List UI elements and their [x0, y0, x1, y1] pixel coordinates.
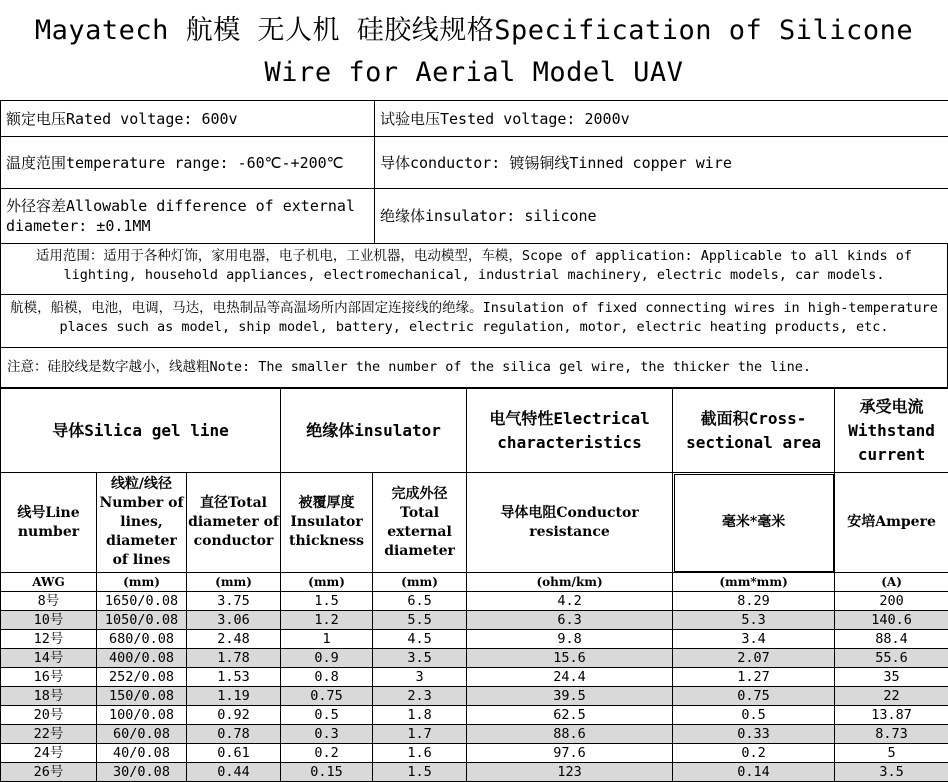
table-cell: 1	[281, 630, 373, 649]
table-cell: 24.4	[467, 668, 673, 687]
table-cell: 5	[835, 744, 948, 763]
table-cell: 30/0.08	[97, 763, 187, 782]
insulator-spec: 绝缘体insulator: silicone	[375, 189, 948, 244]
col-strands: 线粒/线径Number of lines, diameter of lines	[97, 473, 187, 573]
table-cell: 1.7	[373, 725, 467, 744]
table-row	[1, 592, 948, 611]
table-cell: 5.3	[673, 611, 835, 630]
table-cell: 0.75	[281, 687, 373, 706]
table-cell: 18号	[1, 687, 97, 706]
insulation-note: 航模，船模，电池，电调，马达，电热制品等高温场所内部固定连接线的绝缘。Insulation of fixed connecting wires in high-temperature places such as model, ship model, battery, electric regulation, motor, electric heating products, etc.	[0, 295, 948, 348]
table-cell: 22	[835, 687, 948, 706]
table-cell: 3	[373, 668, 467, 687]
col-insulator-thickness: 被覆厚度Insulator thickness	[281, 473, 373, 573]
title-line-1: Mayatech 航模 无人机 硅胶线规格Specification of Silicone	[0, 10, 948, 52]
table-cell: 123	[467, 763, 673, 782]
unit-cell: (mm)	[281, 573, 373, 592]
unit-cell: (mm)	[187, 573, 281, 592]
table-cell: 150/0.08	[97, 687, 187, 706]
table-row	[1, 744, 948, 763]
table-cell: 8.29	[673, 592, 835, 611]
table-cell: 252/0.08	[97, 668, 187, 687]
table-cell: 1650/0.08	[97, 592, 187, 611]
table-cell: 4.5	[373, 630, 467, 649]
group-current: 承受电流Withstand current	[835, 389, 948, 473]
group-electrical: 电气特性Electrical characteristics	[467, 389, 673, 473]
col-resistance: 导体电阻Conductor resistance	[467, 473, 673, 573]
units-row	[1, 573, 948, 592]
table-cell: 16号	[1, 668, 97, 687]
table-cell: 0.15	[281, 763, 373, 782]
table-cell: 40/0.08	[97, 744, 187, 763]
table-cell: 0.5	[673, 706, 835, 725]
document-title	[0, 0, 948, 100]
data-rows	[1, 592, 948, 782]
table-cell: 3.75	[187, 592, 281, 611]
col-area[interactable]: 毫米*毫米	[673, 473, 835, 573]
unit-cell: (mm)	[373, 573, 467, 592]
unit-cell: (A)	[835, 573, 948, 592]
table-cell: 88.4	[835, 630, 948, 649]
table-cell: 0.5	[281, 706, 373, 725]
table-cell: 0.92	[187, 706, 281, 725]
col-external-diameter: 完成外径Total external diameter	[373, 473, 467, 573]
table-cell: 22号	[1, 725, 97, 744]
table-row	[1, 725, 948, 744]
table-cell: 0.2	[673, 744, 835, 763]
table-cell: 0.3	[281, 725, 373, 744]
table-cell: 1.5	[373, 763, 467, 782]
table-cell: 1.2	[281, 611, 373, 630]
table-cell: 1.6	[373, 744, 467, 763]
table-cell: 3.4	[673, 630, 835, 649]
rated-voltage: 额定电压Rated voltage: 600v	[1, 101, 375, 137]
table-cell: 1.78	[187, 649, 281, 668]
group-conductor: 导体Silica gel line	[1, 389, 281, 473]
col-ampere: 安培Ampere	[835, 473, 948, 573]
table-cell: 0.61	[187, 744, 281, 763]
table-cell: 12号	[1, 630, 97, 649]
table-cell: 26号	[1, 763, 97, 782]
col-total-diameter: 直径Total diameter of conductor	[187, 473, 281, 573]
table-cell: 5.5	[373, 611, 467, 630]
table-cell: 88.6	[467, 725, 673, 744]
table-cell: 0.9	[281, 649, 373, 668]
table-cell: 14号	[1, 649, 97, 668]
table-cell: 200	[835, 592, 948, 611]
table-cell: 6.5	[373, 592, 467, 611]
table-cell: 97.6	[467, 744, 673, 763]
table-cell: 20号	[1, 706, 97, 725]
table-cell: 0.2	[281, 744, 373, 763]
table-cell: 55.6	[835, 649, 948, 668]
table-cell: 680/0.08	[97, 630, 187, 649]
table-cell: 8.73	[835, 725, 948, 744]
table-cell: 3.5	[835, 763, 948, 782]
attention-note: 注意：硅胶线是数字越小，线越粗Note: The smaller the number of the silica gel wire, the thicker the line.	[0, 348, 948, 388]
unit-cell: (mm*mm)	[673, 573, 835, 592]
table-cell: 0.8	[281, 668, 373, 687]
table-cell: 24号	[1, 744, 97, 763]
tested-voltage: 试验电压Tested voltage: 2000v	[375, 101, 948, 137]
table-row	[1, 687, 948, 706]
table-cell: 62.5	[467, 706, 673, 725]
temperature-range: 温度范围temperature range: -60℃-+200℃	[1, 137, 375, 189]
table-row	[1, 649, 948, 668]
table-cell: 10号	[1, 611, 97, 630]
wire-spec-table	[0, 388, 948, 782]
group-insulator: 绝缘体insulator	[281, 389, 467, 473]
table-cell: 0.33	[673, 725, 835, 744]
table-cell: 1.53	[187, 668, 281, 687]
unit-cell: (ohm/km)	[467, 573, 673, 592]
table-cell: 140.6	[835, 611, 948, 630]
diameter-tolerance: 外径容差Allowable difference of external diameter: ±0.1MM	[1, 189, 375, 244]
col-line-number: 线号Line number	[1, 473, 97, 573]
table-cell: 2.3	[373, 687, 467, 706]
table-cell: 0.44	[187, 763, 281, 782]
table-cell: 35	[835, 668, 948, 687]
conductor-spec: 导体conductor: 镀锡铜线Tinned copper wire	[375, 137, 948, 189]
table-row	[1, 611, 948, 630]
table-cell: 1.5	[281, 592, 373, 611]
table-cell: 1.8	[373, 706, 467, 725]
table-cell: 1.19	[187, 687, 281, 706]
table-cell: 39.5	[467, 687, 673, 706]
table-cell: 1050/0.08	[97, 611, 187, 630]
application-note: 适用范围：适用于各种灯饰，家用电器，电子机电，工业机器，电动模型，车模，Scope of application: Applicable to all kinds of lighting, household appliances, electromechanical, industrial machinery, electric models, car models.	[0, 243, 948, 295]
table-cell: 4.2	[467, 592, 673, 611]
table-cell: 0.14	[673, 763, 835, 782]
spec-table	[0, 100, 948, 244]
table-cell: 0.78	[187, 725, 281, 744]
table-cell: 9.8	[467, 630, 673, 649]
table-row	[1, 763, 948, 782]
table-cell: 1.27	[673, 668, 835, 687]
table-cell: 3.06	[187, 611, 281, 630]
table-row	[1, 668, 948, 687]
table-cell: 13.87	[835, 706, 948, 725]
table-cell: 100/0.08	[97, 706, 187, 725]
table-cell: 400/0.08	[97, 649, 187, 668]
table-cell: 15.6	[467, 649, 673, 668]
unit-cell: AWG	[1, 573, 97, 592]
table-cell: 60/0.08	[97, 725, 187, 744]
group-area: 截面积Cross-sectional area	[673, 389, 835, 473]
unit-cell: (mm)	[97, 573, 187, 592]
table-cell: 6.3	[467, 611, 673, 630]
table-cell: 2.48	[187, 630, 281, 649]
table-cell: 3.5	[373, 649, 467, 668]
table-cell: 8号	[1, 592, 97, 611]
table-row	[1, 706, 948, 725]
table-cell: 2.07	[673, 649, 835, 668]
title-line-2: Wire for Aerial Model UAV	[0, 52, 948, 94]
table-cell: 0.75	[673, 687, 835, 706]
table-row	[1, 630, 948, 649]
